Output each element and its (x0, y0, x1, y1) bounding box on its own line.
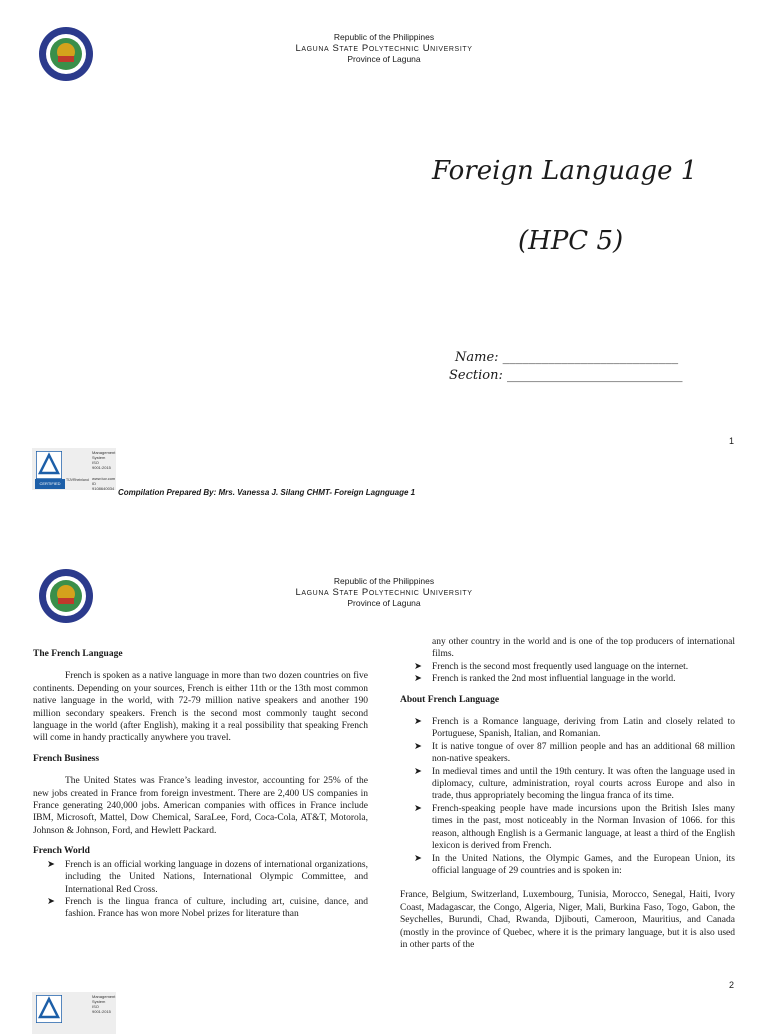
list-item-text: French is the lingua franca of culture, including art, cuisine, dance, and fashion. France has won more Nobel prizes for literature than (65, 896, 368, 920)
cert-line1: Management (92, 450, 116, 455)
french-world-list (33, 859, 368, 921)
letterhead-province: Province of Laguna (347, 54, 421, 64)
arrow-bullet-icon: ➤ (414, 766, 422, 777)
arrow-bullet-icon: ➤ (414, 741, 422, 752)
heading-french-world: French World (33, 846, 90, 857)
list-item (400, 716, 735, 741)
certificate-text (92, 994, 116, 1014)
list-item (400, 766, 735, 803)
left-column (33, 640, 368, 927)
paragraph-french-business: The United States was France’s leading investor, accounting for 25% of the new jobs created in France from foreign investment. There are 2,400 US companies in France generating 240,000 jobs. American companies with offices in France include IBM, Microsoft, Mattel, Dow Chemical, SaraLee, Ford, Coca-Cola, AT&T, Motorola, Johnson & Johnson, Ford, and Hewlett Packard. (33, 776, 368, 836)
list-item (33, 896, 368, 921)
iso-certificate (32, 448, 116, 490)
arrow-bullet-icon: ➤ (47, 859, 55, 870)
cert-url: www.tuv.com (92, 476, 116, 481)
certified-badge: CERTIFIED (35, 479, 65, 489)
cert-line1: Management (92, 994, 116, 999)
right-column (400, 636, 735, 957)
arrow-bullet-icon: ➤ (414, 853, 422, 864)
section-field: Section: ___________________________ (449, 368, 683, 383)
letterhead (0, 576, 768, 609)
continuation-text: any other country in the world and is one of the top producers of international films. (432, 637, 735, 660)
heading-french-language: The French Language (33, 649, 123, 659)
list-item (400, 673, 735, 685)
compilation-footer: Compilation Prepared By: Mrs. Vanessa J. Silang CHMT- Foreign Lagnguage 1 (118, 488, 416, 497)
course-title: Foreign Language 1 (432, 156, 698, 186)
cert-line2: System (92, 455, 106, 460)
list-item (400, 803, 735, 853)
list-item-text: It is native tongue of over 87 million people and has an additional 68 million non-native speakers. (432, 741, 735, 765)
page-number: 2 (728, 980, 734, 990)
list-item (400, 661, 735, 673)
letterhead (0, 32, 768, 65)
heading-about-french: About French Language (400, 694, 500, 705)
letterhead-line1: Republic of the Philippines (333, 32, 435, 42)
list-item-text: French-speaking people have made incursions upon the British Isles many times in the past, most noticeably in the Norman Invasion of 1066. for this reason, although English is a Germanic language, at least a third of the English lexicon is derived from French. (432, 803, 735, 852)
about-list (400, 716, 735, 877)
letterhead-province: Province of Laguna (347, 598, 421, 608)
list-item-text: French is a Romance language, deriving from Latin and closely related to Portuguese, Spanish, Italian, and Romanian. (432, 717, 735, 740)
iso-certificate (32, 992, 116, 1034)
paragraph-french-language: French is spoken as a native language in more than two dozen countries on five continents. Depending on your sources, French is either 11th or the 13th most common native language in the world, with 72-79 million native speakers and another 190 million secondary speakers. French is the second most commonly taught second language in the world (after English), making it a real possibility that speaking French will come in handy practically anywhere you travel. (33, 671, 368, 744)
cert-line3: ISO 9001:2015 (92, 460, 111, 470)
list-item-text: In medieval times and until the 19th century. It was often the language used in diplomacy, culture, administration, royal courts across Europe and also in trade, thus appropriately becoming the lingua franca of its time. (432, 766, 735, 802)
list-item (400, 853, 735, 878)
letterhead-university: Laguna State Polytechnic University (295, 43, 473, 54)
cert-line2: System (92, 999, 106, 1004)
arrow-bullet-icon: ➤ (414, 674, 422, 685)
arrow-bullet-icon: ➤ (47, 896, 55, 907)
arrow-bullet-icon: ➤ (414, 803, 422, 814)
letterhead-university: Laguna State Polytechnic University (295, 587, 473, 598)
top-list (400, 661, 735, 686)
content-page (0, 560, 768, 1024)
tuv-logo-icon (36, 451, 62, 479)
arrow-bullet-icon: ➤ (414, 661, 422, 672)
cert-id: ID 9108640034 (92, 481, 115, 491)
list-item-text: French is ranked the 2nd most influential language in the world. (432, 674, 676, 685)
page-number: 1 (728, 436, 734, 446)
tuv-logo-icon (36, 995, 62, 1023)
name-field: Name: ___________________________ (455, 350, 679, 365)
letterhead-line1: Republic of the Philippines (333, 576, 435, 586)
list-item (400, 741, 735, 766)
list-item-text: In the United Nations, the Olympic Games, and the European Union, its official language of 29 countries and is spoken in: (432, 853, 735, 876)
heading-french-business: French Business (33, 753, 100, 764)
cert-brand: TÜVRheinland (66, 478, 89, 482)
list-item-text: French is the second most frequently used language on the internet. (432, 661, 689, 672)
list-item-text: French is an official working language in dozens of international organizations, including the United Nations, International Olympic Committee, and International Red Cross. (65, 859, 368, 895)
course-code: (HPC 5) (518, 226, 624, 256)
arrow-bullet-icon: ➤ (414, 717, 422, 728)
countries-paragraph: France, Belgium, Switzerland, Luxembourg, Tunisia, Morocco, Senegal, Haiti, Ivory Coast, Madagascar, the Congo, Algeria, Niger, Mali, Burkina Faso, Togo, Gabon, the Seychelles, Burundi, Chad, Rwanda, Djibouti, Cameroon, Mauritius, and Canada (mostly in the province of Quebec, where it is the primary language, but it is also used in other parts of the (400, 890, 735, 950)
cert-line3: ISO 9001:2015 (92, 1004, 111, 1014)
certificate-text (92, 450, 116, 491)
list-item (33, 859, 368, 896)
